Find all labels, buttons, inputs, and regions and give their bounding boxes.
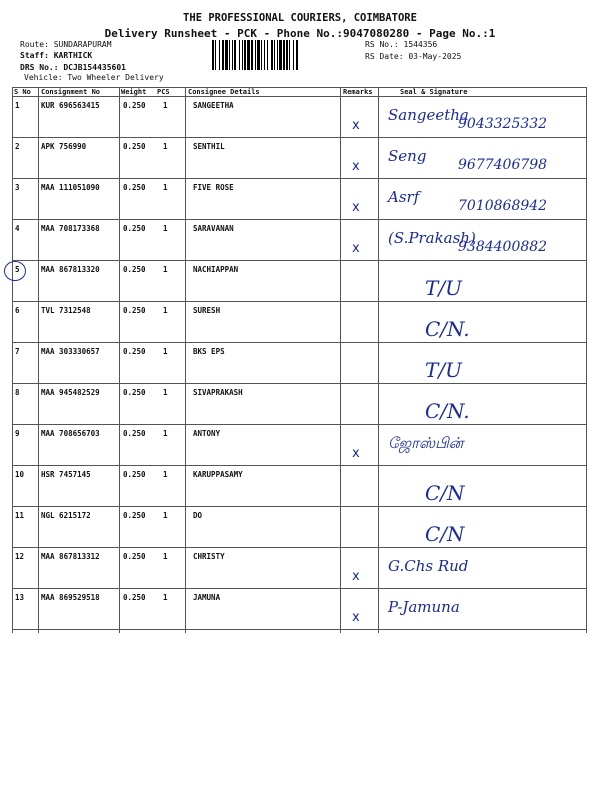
serial-number: 13	[15, 593, 25, 602]
table-row	[0, 178, 600, 219]
barcode-bar	[244, 40, 246, 70]
weight-value: 0.250	[123, 388, 146, 397]
serial-number: 3	[15, 183, 20, 192]
pcs-value: 1	[163, 306, 168, 315]
handwritten-phone: 9043325332	[458, 116, 548, 132]
signature: (S.Prakash)	[388, 229, 476, 247]
pcs-value: 1	[163, 101, 168, 110]
weight-value: 0.250	[123, 142, 146, 151]
pcs-value: 1	[163, 593, 168, 602]
pcs-value: 1	[163, 470, 168, 479]
table-row	[0, 465, 600, 506]
serial-number: 1	[15, 101, 20, 110]
weight-value: 0.250	[123, 183, 146, 192]
route-label: Route: SUNDARAPURAM	[20, 40, 112, 49]
barcode	[210, 40, 355, 70]
barcode-bar	[261, 40, 262, 70]
barcode-bar	[274, 40, 275, 70]
weight-value: 0.250	[123, 224, 146, 233]
table-row	[0, 301, 600, 342]
serial-number: 9	[15, 429, 20, 438]
table-row	[0, 383, 600, 424]
consignee-name: JAMUNA	[193, 593, 221, 602]
weight-value: 0.250	[123, 470, 146, 479]
consignment-number: MAA 708173368	[41, 224, 100, 233]
consignment-number: MAA 945482529	[41, 388, 100, 397]
serial-number: 12	[15, 552, 25, 561]
table-row	[0, 96, 600, 137]
barcode-bar	[232, 40, 233, 70]
pcs-value: 1	[163, 388, 168, 397]
consignee-name: ANTONY	[193, 429, 221, 438]
consignee-name: SURESH	[193, 306, 221, 315]
weight-value: 0.250	[123, 552, 146, 561]
drs-label: DRS No.: DCJB154435601	[20, 63, 126, 72]
table-row	[0, 547, 600, 588]
consignee-name: SARAVANAN	[193, 224, 234, 233]
consignee-name: SANGEETHA	[193, 101, 234, 110]
barcode-bar	[293, 40, 294, 70]
consignment-number: MAA 111051090	[41, 183, 100, 192]
consignment-number: TVL 7312548	[41, 306, 91, 315]
consignee-name: FIVE ROSE	[193, 183, 234, 192]
weight-value: 0.250	[123, 593, 146, 602]
barcode-bar	[242, 40, 243, 70]
barcode-bar	[279, 40, 282, 70]
remark-mark: x	[352, 118, 360, 133]
consignee-name: NACHIAPPAN	[193, 265, 239, 274]
signature: C/N	[425, 522, 465, 546]
consignment-number: MAA 867813312	[41, 552, 100, 561]
serial-number: 4	[15, 224, 20, 233]
signature: G.Chs Rud	[388, 557, 469, 575]
table-row	[0, 506, 600, 547]
staff-label: Staff: KARTHICK	[20, 51, 93, 60]
col-header-consignment: Consignment No	[41, 88, 101, 96]
consignee-name: BKS EPS	[193, 347, 225, 356]
consignment-number: NGL 6215172	[41, 511, 91, 520]
serial-number: 7	[15, 347, 20, 356]
serial-number: 11	[15, 511, 25, 520]
remark-mark: x	[352, 610, 360, 625]
remark-mark: x	[352, 446, 360, 461]
barcode-bar	[219, 40, 220, 70]
table-row	[0, 424, 600, 465]
col-header-pcs: PCS	[157, 88, 170, 96]
pcs-value: 1	[163, 142, 168, 151]
row-5-circle-mark	[4, 261, 26, 281]
consignment-number: MAA 869529518	[41, 593, 100, 602]
remark-mark: x	[352, 569, 360, 584]
serial-number: 5	[15, 265, 20, 274]
table-row	[0, 260, 600, 301]
signature: P-Jamuna	[388, 598, 460, 616]
handwritten-phone: 7010868942	[458, 198, 548, 214]
pcs-value: 1	[163, 347, 168, 356]
rs-date: RS Date: 03-May-2025	[365, 52, 462, 61]
consignment-number: MAA 303330657	[41, 347, 100, 356]
signature: Seng	[388, 147, 427, 165]
pcs-value: 1	[163, 183, 168, 192]
serial-number: 10	[15, 470, 25, 479]
barcode-bar	[277, 40, 278, 70]
remark-mark: x	[352, 159, 360, 174]
weight-value: 0.250	[123, 429, 146, 438]
col-header-consignee: Consignee Details	[188, 88, 260, 96]
barcode-bar	[247, 40, 250, 70]
pcs-value: 1	[163, 511, 168, 520]
table-row	[0, 219, 600, 260]
weight-value: 0.250	[123, 101, 146, 110]
pcs-value: 1	[163, 552, 168, 561]
barcode-bar	[239, 40, 240, 70]
barcode-bar	[255, 40, 256, 70]
consignee-name: SIVAPRAKASH	[193, 388, 243, 397]
table-row	[0, 137, 600, 178]
pcs-value: 1	[163, 265, 168, 274]
signature: C/N.	[425, 399, 470, 423]
consignment-number: HSR 7457145	[41, 470, 91, 479]
consignment-number: KUR 696563415	[41, 101, 100, 110]
consignee-name: DO	[193, 511, 203, 520]
remark-mark: x	[352, 200, 360, 215]
signature: C/N.	[425, 317, 470, 341]
table-row	[0, 342, 600, 383]
consignment-number: MAA 708656703	[41, 429, 100, 438]
signature: T/U	[425, 358, 462, 382]
barcode-bar	[251, 40, 253, 70]
barcode-bar	[257, 40, 260, 70]
weight-value: 0.250	[123, 511, 146, 520]
barcode-bar	[271, 40, 273, 70]
consignment-number: APK 756990	[41, 142, 87, 151]
barcode-bar	[225, 40, 228, 70]
pcs-value: 1	[163, 429, 168, 438]
serial-number: 8	[15, 388, 20, 397]
weight-value: 0.250	[123, 265, 146, 274]
col-header-remarks: Remarks	[343, 88, 373, 96]
barcode-bar	[229, 40, 230, 70]
barcode-bar	[267, 40, 268, 70]
weight-value: 0.250	[123, 347, 146, 356]
weight-value: 0.250	[123, 306, 146, 315]
remark-mark: x	[352, 241, 360, 256]
consignee-name: SENTHIL	[193, 142, 225, 151]
barcode-bar	[283, 40, 285, 70]
runsheet-subtitle: Delivery Runsheet - PCK - Phone No.:9047080280 - Page No.:1	[104, 27, 496, 40]
col-header-signature: Seal & Signature	[400, 88, 468, 96]
handwritten-phone: 9677406798	[458, 157, 548, 173]
rs-number: RS No.: 1544356	[365, 40, 438, 49]
pcs-value: 1	[163, 224, 168, 233]
barcode-bar	[234, 40, 236, 70]
handwritten-phone: 9384400882	[458, 239, 548, 255]
barcode-bar	[289, 40, 290, 70]
consignee-name: KARUPPASAMY	[193, 470, 243, 479]
signature: C/N	[425, 481, 465, 505]
vehicle-label: Vehicle: Two Wheeler Delivery	[24, 73, 164, 82]
barcode-bar	[264, 40, 265, 70]
company-title: THE PROFESSIONAL COURIERS, COIMBATORE	[183, 12, 417, 24]
consignment-number: MAA 867813320	[41, 265, 100, 274]
barcode-bar	[286, 40, 288, 70]
barcode-bar	[296, 40, 298, 70]
serial-number: 6	[15, 306, 20, 315]
barcode-bar	[212, 40, 214, 70]
consignee-name: CHRISTY	[193, 552, 225, 561]
barcode-bar	[215, 40, 216, 70]
table-row	[0, 588, 600, 629]
signature: ஜோஸ்பின்	[388, 434, 464, 452]
serial-number: 2	[15, 142, 20, 151]
col-header-weight: Weight	[121, 88, 147, 96]
signature: Sangeetha	[388, 106, 469, 124]
barcode-bar	[222, 40, 224, 70]
row-border	[12, 629, 586, 630]
signature: T/U	[425, 276, 462, 300]
signature: Asrf	[388, 188, 420, 206]
col-header-sno: S No	[14, 88, 31, 96]
